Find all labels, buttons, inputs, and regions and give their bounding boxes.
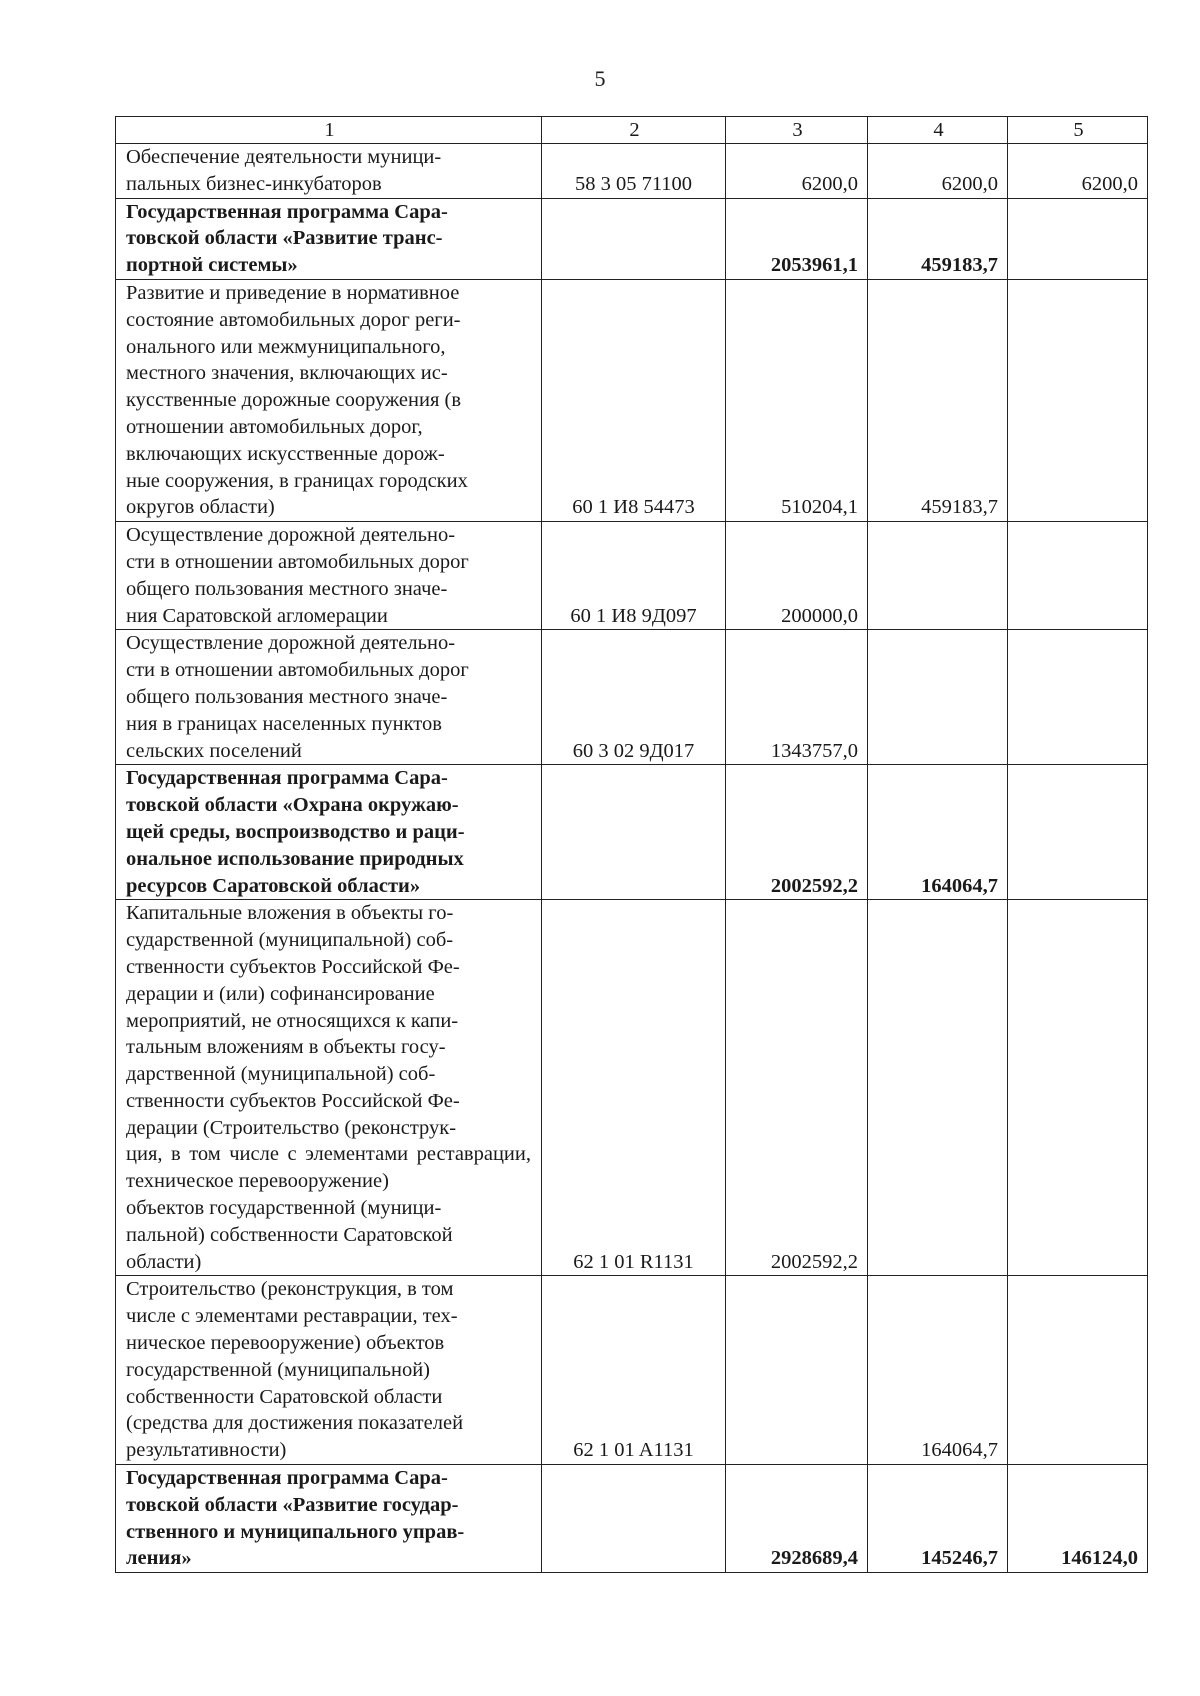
table-row xyxy=(116,1276,1148,1465)
table-row xyxy=(116,900,1148,1276)
row-col-5 xyxy=(1008,522,1148,630)
table-row xyxy=(116,279,1148,521)
header-col-5: 5 xyxy=(1008,117,1148,144)
row-code: 58 3 05 71100 xyxy=(542,144,726,199)
table-row xyxy=(116,522,1148,630)
row-col-5 xyxy=(1008,279,1148,521)
row-name: Капитальные вложения в объекты го- сударственной (муниципальной) соб- ственности субъектов Российской Фе- дерации и (или) софинансирование мероприятий, не относящихся к капи- тальным вложениям в объекты госу- дарственной (муниципальной) соб- ственности субъектов Российской Фе- дерации (Строительство (реконструк- ция, в том числе с элементами реставрации, техническое перевооружение) объектов государственной (муници- пальной) собственности Саратовской области) xyxy=(116,900,542,1276)
row-code: 62 1 01 R1131 xyxy=(542,900,726,1276)
table-row xyxy=(116,144,1148,199)
row-col-3: 2053961,1 xyxy=(726,198,868,279)
row-name: Обеспечение деятельности муници- пальных бизнес-инкубаторов xyxy=(116,144,542,199)
row-col-5 xyxy=(1008,1276,1148,1465)
row-col-5: 146124,0 xyxy=(1008,1465,1148,1573)
header-col-1: 1 xyxy=(116,117,542,144)
row-col-4: 459183,7 xyxy=(868,198,1008,279)
header-col-3: 3 xyxy=(726,117,868,144)
row-code xyxy=(542,198,726,279)
row-code: 62 1 01 A1131 xyxy=(542,1276,726,1465)
row-col-3: 1343757,0 xyxy=(726,630,868,765)
row-col-3: 2002592,2 xyxy=(726,900,868,1276)
row-name: Развитие и приведение в нормативное состояние автомобильных дорог реги- онального или межмуниципального, местного значения, включающих ис- кусственные дорожные сооружения (в отношении автомобильных дорог, включающих искусственные дорож- ные сооружения, в границах городских округов области) xyxy=(116,279,542,521)
row-col-3: 6200,0 xyxy=(726,144,868,199)
row-col-5: 6200,0 xyxy=(1008,144,1148,199)
row-col-5 xyxy=(1008,765,1148,900)
header-col-2: 2 xyxy=(542,117,726,144)
row-name: Осуществление дорожной деятельно- сти в отношении автомобильных дорог общего пользования местного значе- ния Саратовской агломерации xyxy=(116,522,542,630)
row-col-3: 510204,1 xyxy=(726,279,868,521)
row-code xyxy=(542,765,726,900)
page-number: 5 xyxy=(594,66,606,91)
row-col-4 xyxy=(868,630,1008,765)
row-col-4: 164064,7 xyxy=(868,1276,1008,1465)
budget-table xyxy=(115,116,1148,1573)
row-col-5 xyxy=(1008,630,1148,765)
row-col-3 xyxy=(726,1276,868,1465)
row-name: Государственная программа Сара- товской области «Развитие транс- портной системы» xyxy=(116,198,542,279)
row-col-4 xyxy=(868,522,1008,630)
table-row xyxy=(116,198,1148,279)
table-header-row xyxy=(116,117,1148,144)
row-col-3: 200000,0 xyxy=(726,522,868,630)
row-col-4: 164064,7 xyxy=(868,765,1008,900)
row-name: Строительство (реконструкция, в том числе с элементами реставрации, тех- ническое перевооружение) объектов государственной (муниципальной) собственности Саратовской области (средства для достижения показателей результативности) xyxy=(116,1276,542,1465)
table-row xyxy=(116,765,1148,900)
row-code: 60 1 И8 54473 xyxy=(542,279,726,521)
row-col-4: 6200,0 xyxy=(868,144,1008,199)
row-col-3: 2928689,4 xyxy=(726,1465,868,1573)
row-col-4 xyxy=(868,900,1008,1276)
table-row xyxy=(116,630,1148,765)
row-col-4: 145246,7 xyxy=(868,1465,1008,1573)
header-col-4: 4 xyxy=(868,117,1008,144)
row-col-5 xyxy=(1008,900,1148,1276)
row-col-5 xyxy=(1008,198,1148,279)
row-col-3: 2002592,2 xyxy=(726,765,868,900)
row-name: Государственная программа Сара- товской области «Охрана окружаю- щей среды, воспроизводство и раци- ональное использование природных ресурсов Саратовской области» xyxy=(116,765,542,900)
row-code xyxy=(542,1465,726,1573)
row-col-4: 459183,7 xyxy=(868,279,1008,521)
row-code: 60 3 02 9Д017 xyxy=(542,630,726,765)
row-name: Осуществление дорожной деятельно- сти в отношении автомобильных дорог общего пользования местного значе- ния в границах населенных пунктов сельских поселений xyxy=(116,630,542,765)
row-name: Государственная программа Сара- товской области «Развитие государ- ственного и муниципального управ- ления» xyxy=(116,1465,542,1573)
row-code: 60 1 И8 9Д097 xyxy=(542,522,726,630)
table-row xyxy=(116,1465,1148,1573)
